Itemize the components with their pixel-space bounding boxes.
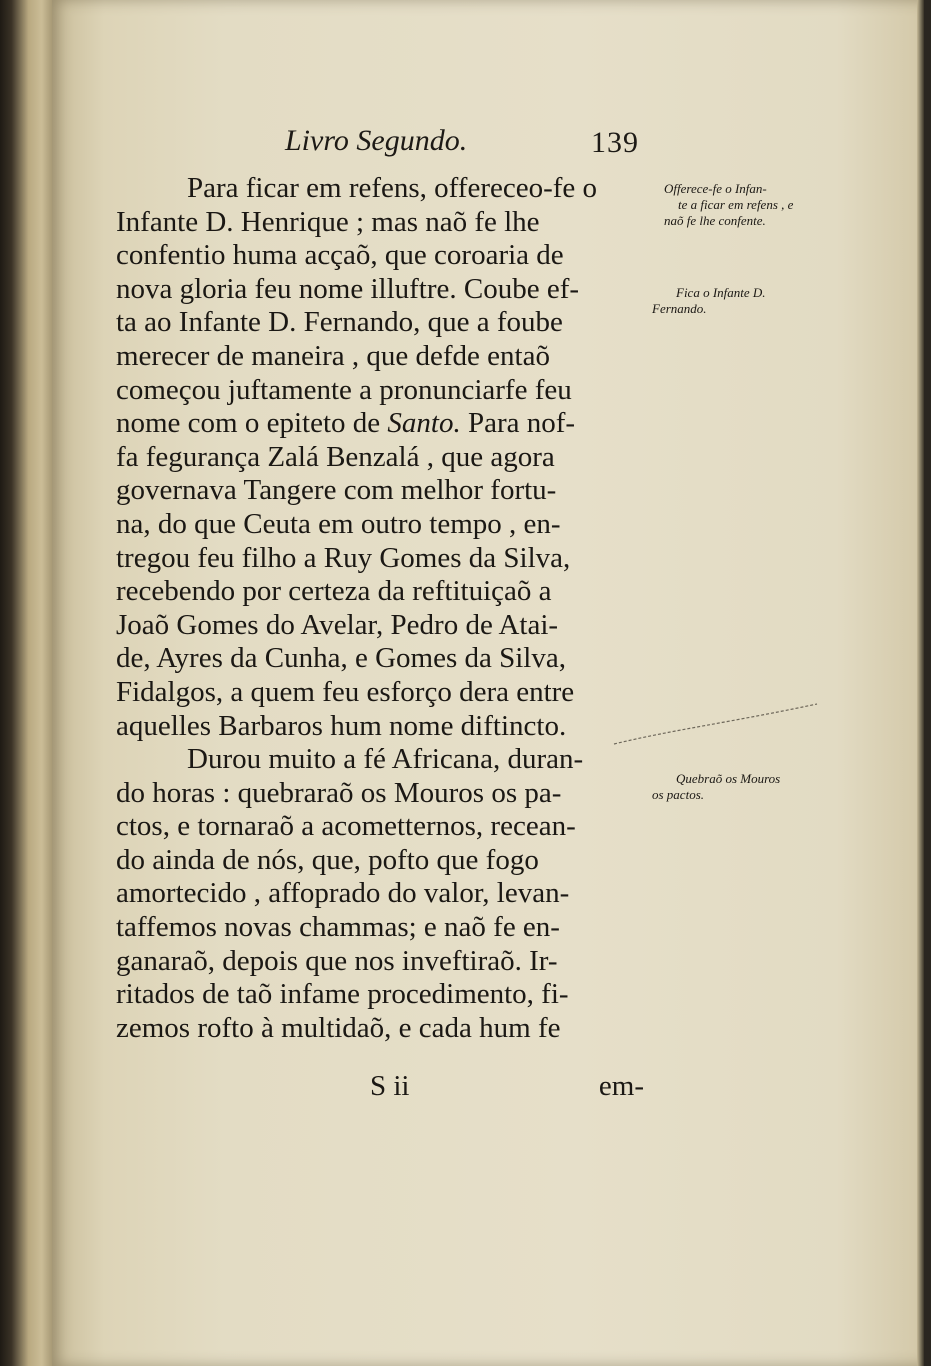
text-line: ritados de taõ infame procedimento, fi- [116, 978, 569, 1011]
page-number: 139 [591, 126, 639, 159]
italic-word: Santo. [387, 407, 461, 440]
page-edge [917, 0, 924, 1366]
margin-note: Offerece-fe o Infan- te a ficar em refens , e naõ fe lhe confente. [664, 181, 794, 228]
running-head [285, 120, 655, 164]
text-line: fa fegurança Zalá Benzalá , que agora [116, 440, 555, 473]
text-line: governava Tangere com melhor fortu- [116, 474, 557, 507]
text-line: ganaraõ, depois que nos inveftiraõ. Ir- [116, 944, 558, 977]
catchword: em- [598, 1070, 644, 1102]
text-line: taffemos novas chammas; e naõ fe en- [116, 911, 560, 944]
text-line: na, do que Ceuta em outro tempo , en- [116, 507, 561, 540]
text-line: aquelles Barbaros hum nome diftincto. [116, 709, 567, 742]
text-line: Para ficar em refens, offereceo-fe o [187, 172, 598, 204]
text-line: começou juftamente a pronunciarfe feu [116, 373, 572, 406]
margin-note: Fica o Infante D. Fernando. [652, 285, 766, 316]
text-line: nova gloria feu nome illuftre. Coube ef- [116, 272, 580, 305]
text-line: confentio huma acçaõ, que coroaria de [116, 239, 564, 272]
text-line: Durou muito a fé Africana, duran- [187, 743, 584, 776]
text-line: Fidalgos, a quem feu esforço dera entre [116, 675, 575, 708]
text-line: de, Ayres da Cunha, e Gomes da Silva, [116, 642, 566, 675]
body-text [116, 172, 644, 1045]
ink-stroke [612, 700, 822, 760]
margin-note: Quebraõ os Mouros os pactos. [652, 771, 781, 802]
text-line: do ainda de nós, que, pofto que fogo [116, 843, 539, 876]
running-head-title: Livro Segundo. [285, 124, 468, 157]
text-line: merecer de maneira , que defde entaõ [116, 339, 550, 372]
text-line: ctos, e tornaraõ a acometternos, recean- [116, 810, 576, 843]
book-spine-gutter [0, 0, 52, 1366]
text-line: tregou feu filho a Ruy Gomes da Silva, [116, 541, 571, 574]
text-line: Infante D. Henrique ; mas naõ fe lhe [116, 205, 540, 238]
page-footer [116, 1068, 644, 1102]
text-line: do horas : quebraraõ os Mouros os pa- [116, 776, 562, 809]
text-line: amortecido , affoprado do valor, levan- [116, 877, 570, 910]
text-line: ta ao Infante D. Fernando, que a foube [116, 306, 563, 339]
signature-mark: S ii [370, 1070, 410, 1102]
text-line: nome com o epiteto de Santo. Para nof- [116, 407, 576, 440]
text-line: zemos rofto à multidaõ, e cada hum fe [116, 1011, 561, 1044]
text-line: Joaõ Gomes do Avelar, Pedro de Atai- [116, 608, 559, 641]
text-line: recebendo por certeza da reftituiçaõ a [116, 575, 552, 608]
